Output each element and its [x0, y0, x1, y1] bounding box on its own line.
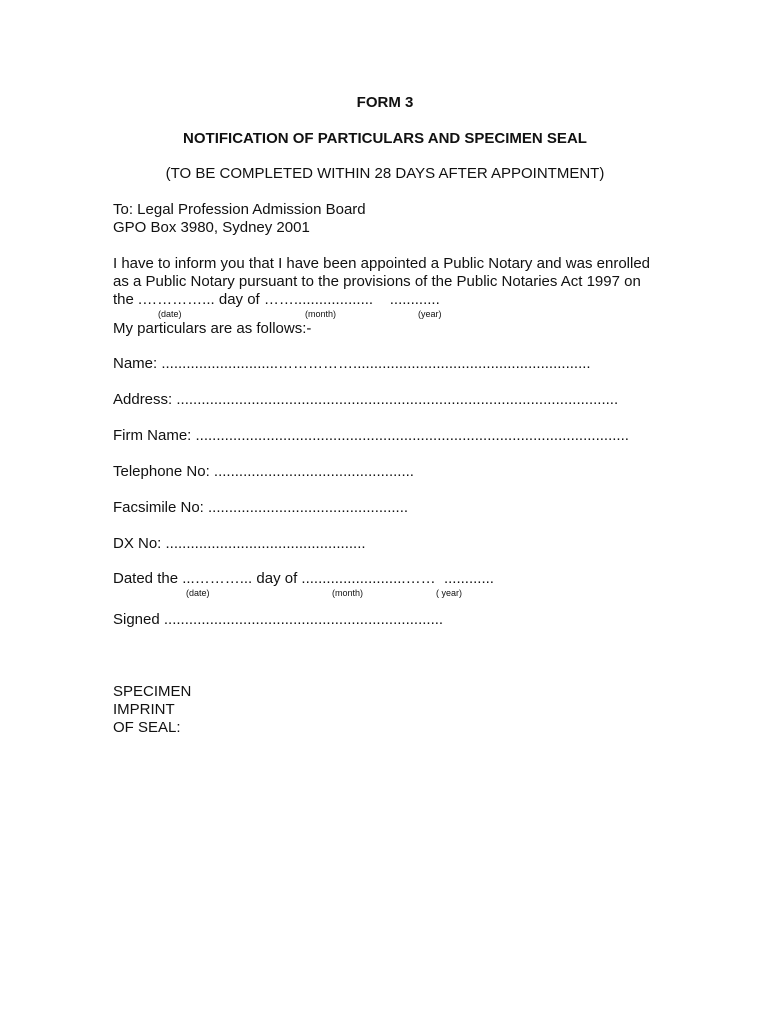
year-hint: (year) [418, 309, 442, 319]
firm-name-field: Firm Name: ........................................................................................................ [113, 427, 629, 444]
facsimile-field: Facsimile No: ................................................ [113, 499, 409, 516]
signed-field: Signed ................................................................... [113, 611, 444, 628]
addressee-line-1: To: Legal Profession Admission Board [113, 201, 366, 218]
dx-field: DX No: ................................................ [113, 535, 366, 552]
dated-year-hint: ( year) [436, 588, 463, 598]
name-field: Name: ............................……………......................................................... [113, 355, 591, 372]
dated-line: Dated the ...………... day of .........................…… ............ [113, 570, 494, 587]
form-number: FORM 3 [356, 94, 414, 111]
dated-date-hint: (date) [186, 588, 210, 598]
seal-label-line-3: OF SEAL: [113, 719, 181, 736]
month-hint: (month) [305, 309, 337, 319]
seal-label-line-1: SPECIMEN [113, 683, 192, 700]
form-subtitle: (TO BE COMPLETED WITHIN 28 DAYS AFTER APPOINTMENT) [165, 165, 605, 182]
statement-line-2: as a Public Notary pursuant to the provisions of the Public Notaries Act 1997 on [113, 273, 641, 290]
particulars-intro: My particulars are as follows:- [113, 320, 312, 337]
form-title: NOTIFICATION OF PARTICULARS AND SPECIMEN SEAL [183, 130, 587, 147]
dated-month-hint: (month) [332, 588, 364, 598]
statement-line-3: the .…………... day of ……................... ............ [113, 291, 440, 308]
statement-line-1: I have to inform you that I have been appointed a Public Notary and was enrolled [113, 255, 651, 272]
date-hint: (date) [158, 309, 182, 319]
address-field: Address: .......................................................................................................... [113, 391, 619, 408]
seal-label-line-2: IMPRINT [113, 701, 175, 718]
addressee-line-2: GPO Box 3980, Sydney 2001 [113, 219, 310, 236]
telephone-field: Telephone No: ................................................ [113, 463, 414, 480]
